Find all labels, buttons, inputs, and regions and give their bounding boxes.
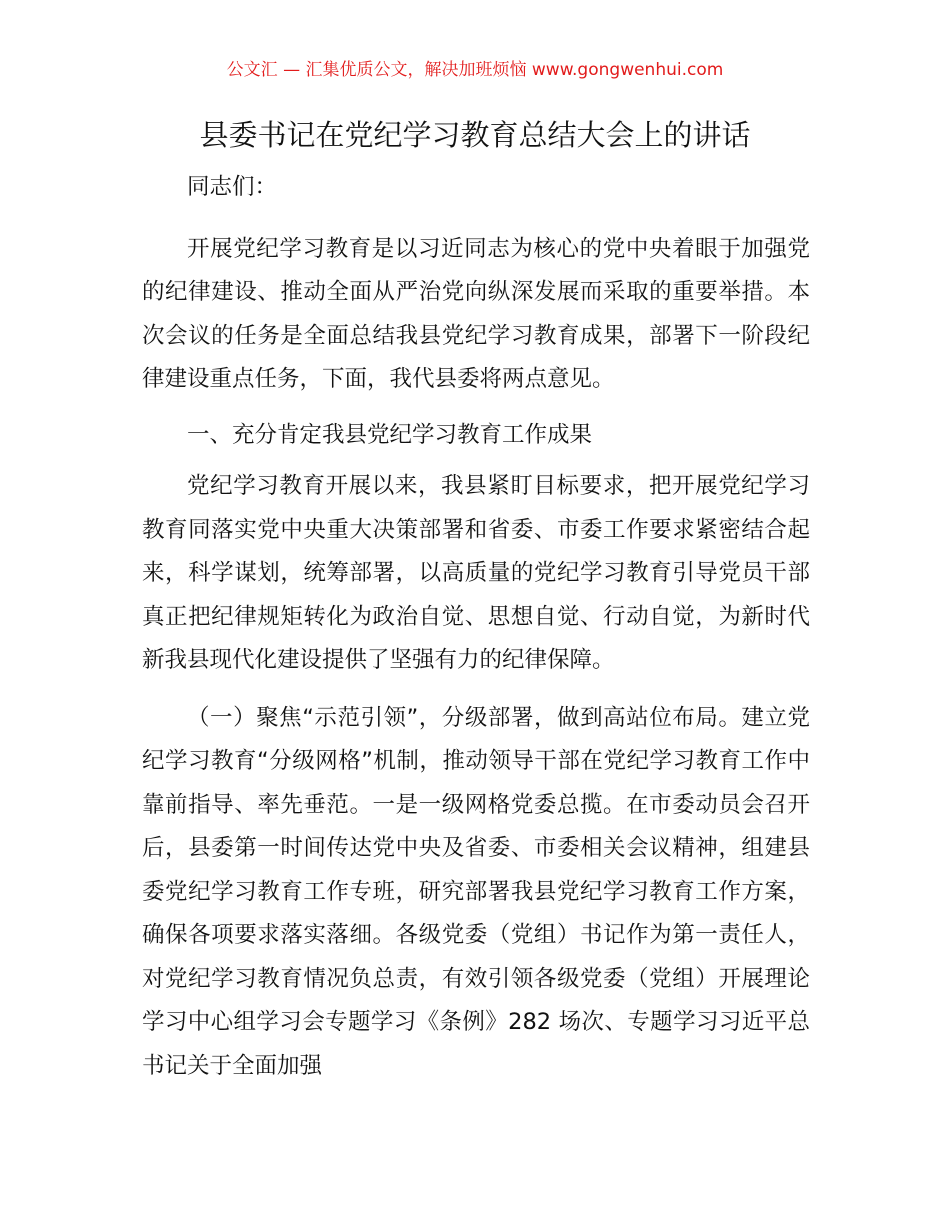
document-title: 县委书记在党纪学习教育总结大会上的讲话	[199, 118, 751, 152]
salutation: 同志们：	[187, 174, 278, 200]
document-body	[142, 166, 810, 1088]
paragraph-intro: 开展党纪学习教育是以习近同志为核心的党中央着眼于加强党的纪律建设、推动全面从严治党向纵深发展而采取的重要举措。本次会议的任务是全面总结我县党纪学习教育成果，部署下一阶段纪律建设重点任务，下面，我代县委将两点意见。	[142, 235, 810, 392]
header-watermark-note: 公文汇 — 汇集优质公文，解决加班烦恼 www.gongwenhui.com	[226, 60, 724, 80]
section-heading-1: 一、充分肯定我县党纪学习教育工作成果	[187, 421, 593, 448]
paragraph-section-1-summary: 党纪学习教育开展以来，我县紧盯目标要求，把开展党纪学习教育同落实党中央重大决策部署和省委、市委工作要求紧密结合起来，科学谋划，统筹部署，以高质量的党纪学习教育引导党员干部真正把纪律规矩转化为政治自觉、思想自觉、行动自觉，为新时代新我县现代化建设提供了坚强有力的纪律保障。	[142, 473, 810, 673]
paragraph-subsection-1: （一）聚焦“示范引领”，分级部署，做到高站位布局。建立党纪学习教育“分级网格”机制，推动领导干部在党纪学习教育工作中靠前指导、率先垂范。一是一级网格党委总揽。在市委动员会召开后，县委第一时间传达党中央及省委、市委相关会议精神，组建县委党纪学习教育工作专班，研究部署我县党纪学习教育工作方案，确保各项要求落实落细。各级党委（党组）书记作为第一责任人，对党纪学习教育情况负总责，有效引领各级党委（党组）开展理论学习中心组学习会专题学习《条例》282 场次、专题学习习近平总书记关于全面加强	[142, 704, 810, 1079]
